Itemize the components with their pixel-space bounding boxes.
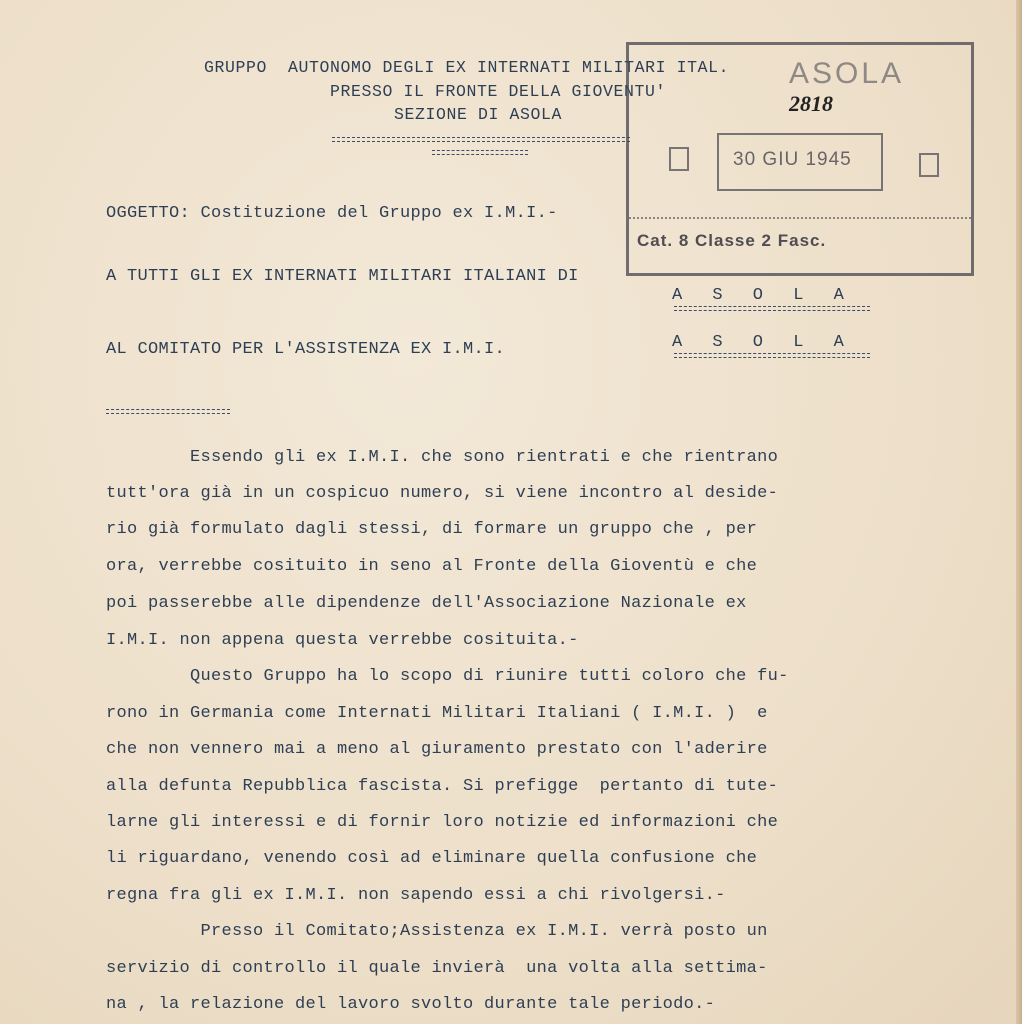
body-line-2: tutt'ora già in un cospicuo numero, si viene incontro al deside- — [106, 484, 779, 503]
header-rule-short — [432, 150, 528, 155]
header-line-2: PRESSO IL FRONTE DELLA GIOVENTU' — [330, 82, 667, 101]
recipient-2-rule — [674, 353, 870, 358]
recipient-1: A TUTTI GLI EX INTERNATI MILITARI ITALIANI DI — [106, 267, 579, 286]
recipient-2: AL COMITATO PER L'ASSISTENZA EX I.M.I. — [106, 340, 506, 359]
stamp-city: ASOLA — [789, 57, 905, 90]
body-line-11: larne gli interessi e di fornir loro notizie ed informazioni che — [106, 813, 779, 832]
recipient-1-rule — [674, 306, 870, 311]
stamp-protocol-number: 2818 — [789, 91, 833, 116]
stamp-square-right — [919, 153, 939, 177]
stamp-classification: Cat. 8 Classe 2 Fasc. — [637, 231, 827, 250]
body-line-13: regna fra gli ex I.M.I. non sapendo essi a chi rivolgersi.- — [106, 886, 726, 905]
body-line-12: li riguardano, venendo così ad eliminare quella confusione che — [106, 849, 758, 868]
body-line-7: Questo Gruppo ha lo scopo di riunire tutti coloro che fu- — [106, 667, 789, 686]
body-line-9: che non vennero mai a meno al giuramento prestato con l'aderire — [106, 740, 768, 759]
stamp-date: 30 GIU 1945 — [733, 149, 852, 170]
stamp-divider — [629, 217, 971, 219]
header-line-3: SEZIONE DI ASOLA — [394, 105, 563, 124]
stamp-date-box — [717, 133, 883, 191]
page-edge — [1016, 0, 1022, 1024]
body-line-1: Essendo gli ex I.M.I. che sono rientrati e che rientrano — [106, 448, 779, 467]
body-line-6: I.M.I. non appena questa verrebbe cosituita.- — [106, 631, 579, 650]
body-line-10: alla defunta Repubblica fascista. Si prefigge pertanto di tute- — [106, 777, 779, 796]
section-rule — [106, 409, 230, 414]
body-line-4: ora, verrebbe cosituito in seno al Fronte della Gioventù e che — [106, 557, 758, 576]
body-line-8: rono in Germania come Internati Militari Italiani ( I.M.I. ) e — [106, 704, 768, 723]
stamp-square-left — [669, 147, 689, 171]
body-line-3: rio già formulato dagli stessi, di formare un gruppo che , per — [106, 520, 758, 539]
recipient-2-place: A S O L A — [672, 333, 854, 352]
body-line-5: poi passerebbe alle dipendenze dell'Associazione Nazionale ex — [106, 594, 747, 613]
body-line-16: na , la relazione del lavoro svolto durante tale periodo.- — [106, 995, 716, 1014]
recipient-1-place: A S O L A — [672, 286, 854, 305]
subject-line: OGGETTO: Costituzione del Gruppo ex I.M.I.- — [106, 204, 558, 223]
protocol-stamp — [626, 42, 974, 276]
body-line-15: servizio di controllo il quale invierà una volta alla settima- — [106, 959, 768, 978]
header-rule — [332, 137, 630, 142]
header-line-1: GRUPPO AUTONOMO DEGLI EX INTERNATI MILITARI ITAL. — [204, 58, 730, 77]
body-line-14: Presso il Comitato;Assistenza ex I.M.I. verrà posto un — [106, 922, 768, 941]
